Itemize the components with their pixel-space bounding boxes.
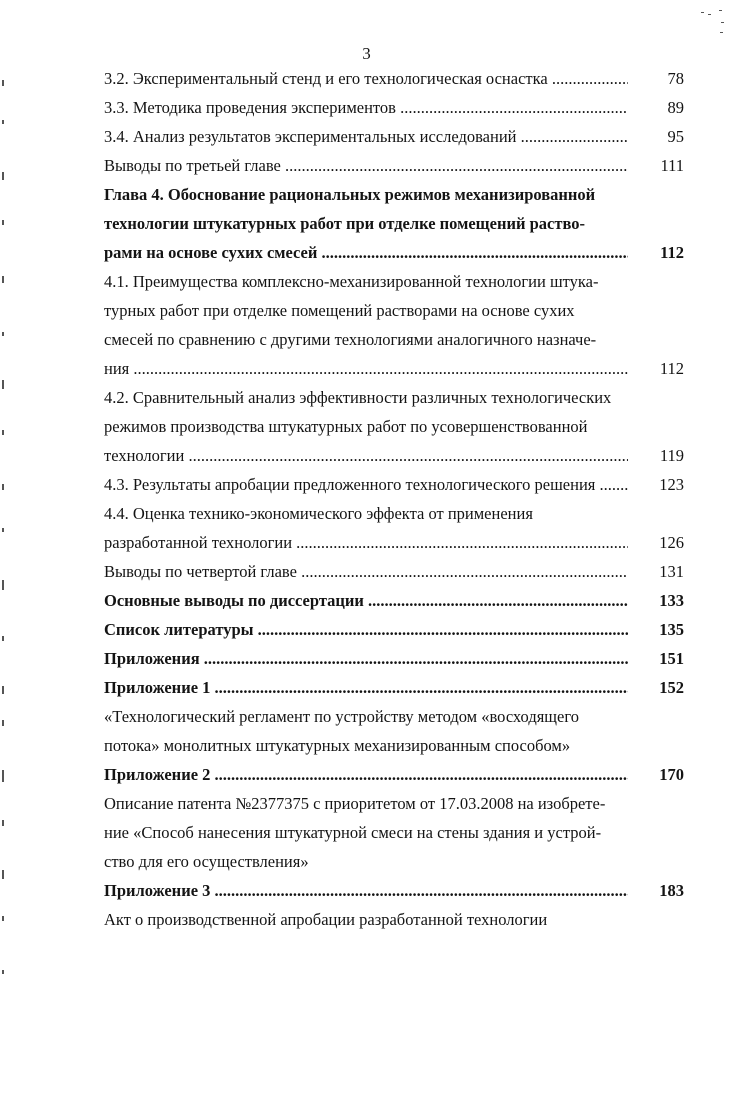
toc-entry-line: 4.3. Результаты апробации предложенного технологического решения ..... xyxy=(104,470,628,499)
toc-entry-page: 111 xyxy=(660,156,684,175)
toc-entry-page: 170 xyxy=(659,765,684,784)
toc-entry-title xyxy=(104,644,684,673)
toc-entry-page: 131 xyxy=(659,562,684,581)
toc-entry xyxy=(104,673,684,702)
toc-entry-line: турных работ при отделке помещений растворами на основе сухих xyxy=(104,301,575,320)
toc-entry-title xyxy=(104,557,684,586)
toc-entry xyxy=(104,557,684,586)
scan-corner-marks xyxy=(699,8,727,44)
toc-entry-line: технологии штукатурных работ при отделке помещений раство- xyxy=(104,214,585,233)
toc-entry xyxy=(104,644,684,673)
toc-entry-line: 4.2. Сравнительный анализ эффективности различных технологических xyxy=(104,388,612,407)
toc-entry-line: Приложения ..... xyxy=(104,644,628,673)
toc-entry-title xyxy=(104,499,684,557)
toc-entry-line: Выводы по четвертой главе ..... xyxy=(104,557,628,586)
toc-entry-title xyxy=(104,905,684,934)
toc-entry-page: 126 xyxy=(659,533,684,552)
toc-entry-line: разработанной технологии ..... xyxy=(104,528,628,557)
toc-entry-title xyxy=(104,760,684,789)
toc-entry-page: 151 xyxy=(659,649,684,668)
toc-entry-page: 135 xyxy=(659,620,684,639)
toc-entry xyxy=(104,499,684,557)
toc-entry-line: 3.4. Анализ результатов экспериментальных исследований ..... xyxy=(104,122,628,151)
toc-entry xyxy=(104,64,684,93)
toc-entry xyxy=(104,180,684,267)
toc-entry-page: 95 xyxy=(667,127,684,146)
toc-entry-line: 4.1. Преимущества комплексно-механизированной технологии штука- xyxy=(104,272,599,291)
toc-entry-title xyxy=(104,93,684,122)
toc-entry-page: 112 xyxy=(659,359,684,378)
toc-entry-line: Приложение 1 ..... xyxy=(104,673,628,702)
toc-entry xyxy=(104,93,684,122)
toc-entry-title xyxy=(104,586,684,615)
toc-entry xyxy=(104,789,684,876)
toc-entry-line: Основные выводы по диссертации ..... xyxy=(104,586,628,615)
toc-entry-title xyxy=(104,470,684,499)
toc-entry-line: ние «Способ нанесения штукатурной смеси на стены здания и устрой- xyxy=(104,823,602,842)
page-number: 3 xyxy=(362,44,371,63)
toc-entry xyxy=(104,876,684,905)
toc-entry-title xyxy=(104,876,684,905)
toc-entry-page: 133 xyxy=(659,591,684,610)
toc-entry-title xyxy=(104,267,684,383)
toc-entry-line: Выводы по третьей главе ..... xyxy=(104,151,628,180)
toc-entry-line: рами на основе сухих смесей ..... xyxy=(104,238,628,267)
toc-entry-line: Глава 4. Обоснование рациональных режимов механизированной xyxy=(104,185,596,204)
toc-entry-line: «Технологический регламент по устройству методом «восходящего xyxy=(104,707,579,726)
toc-entry xyxy=(104,122,684,151)
toc-entry-title xyxy=(104,383,684,470)
toc-entry-line: Акт о производственной апробации разработанной технологии xyxy=(104,910,548,929)
toc-entry-page: 89 xyxy=(667,98,684,117)
toc-entry-line: ния ..... xyxy=(104,354,628,383)
toc-entry xyxy=(104,905,684,934)
toc-entry-title xyxy=(104,702,684,760)
toc-entry-title xyxy=(104,151,684,180)
toc-entry-page: 119 xyxy=(659,446,684,465)
toc-entry xyxy=(104,615,684,644)
toc-entry-title xyxy=(104,180,684,267)
toc-entry-line: смесей по сравнению с другими технологиями аналогичного назначе- xyxy=(104,330,597,349)
scan-margin-marks xyxy=(2,80,12,980)
toc-entry-line: потока» монолитных штукатурных механизированным способом» xyxy=(104,736,571,755)
toc-entry-page: 78 xyxy=(667,69,684,88)
toc-entry-line: Описание патента №2377375 с приоритетом от 17.03.2008 на изобрете- xyxy=(104,794,606,813)
toc-entry xyxy=(104,383,684,470)
toc-entry xyxy=(104,267,684,383)
toc-entry-line: Приложение 2 ..... xyxy=(104,760,628,789)
toc-entry xyxy=(104,586,684,615)
toc-entry-line: Приложение 3 ..... xyxy=(104,876,628,905)
toc-entry-title xyxy=(104,64,684,93)
toc-entry-title xyxy=(104,673,684,702)
toc-entry xyxy=(104,151,684,180)
toc-entry-line: ство для его осуществления» xyxy=(104,852,309,871)
toc-entry-line: 3.2. Экспериментальный стенд и его технологическая оснастка ..... xyxy=(104,64,628,93)
toc-entry xyxy=(104,702,684,760)
toc-entry xyxy=(104,760,684,789)
toc-entry-line: Список литературы ..... xyxy=(104,615,628,644)
table-of-contents xyxy=(104,64,684,934)
toc-entry xyxy=(104,470,684,499)
toc-entry-line: 4.4. Оценка технико-экономического эффекта от применения xyxy=(104,504,533,523)
toc-entry-title xyxy=(104,789,684,876)
toc-entry-page: 123 xyxy=(659,475,684,494)
toc-entry-title xyxy=(104,615,684,644)
toc-entry-line: 3.3. Методика проведения экспериментов ..... xyxy=(104,93,628,122)
toc-entry-title xyxy=(104,122,684,151)
toc-entry-page: 112 xyxy=(660,243,684,262)
toc-entry-line: режимов производства штукатурных работ по усовершенствованной xyxy=(104,417,588,436)
toc-entry-page: 183 xyxy=(659,881,684,900)
toc-entry-line: технологии ..... xyxy=(104,441,628,470)
toc-entry-page: 152 xyxy=(659,678,684,697)
